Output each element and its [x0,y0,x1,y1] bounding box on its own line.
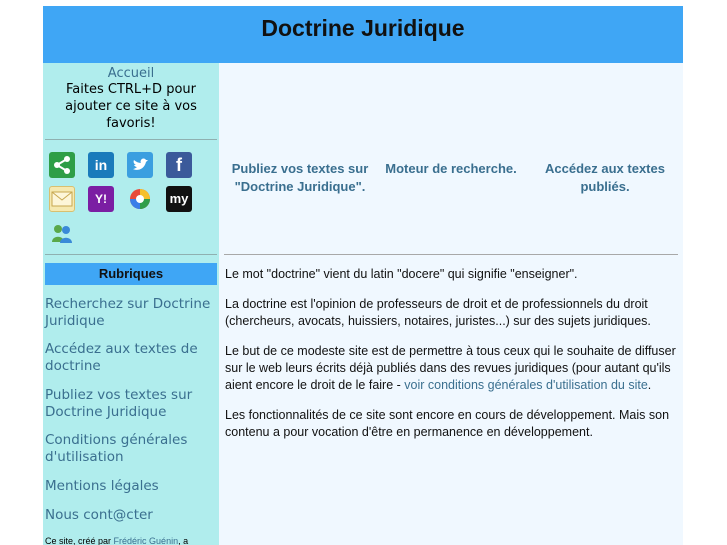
share-icon[interactable] [49,152,75,178]
paragraph: La doctrine est l'opinion de professeurs de droit et de professionnels du droit (chercheurs, avocats, huissiers, notaires, juristes...) sur des sujets juridiques. [225,297,651,328]
menu-legal[interactable]: Mentions légales [45,478,159,494]
favorites-hint: Faites CTRL+D pour ajouter ce site à vos favoris! [65,82,197,131]
top-navigation [219,63,683,253]
nav-search-engine[interactable]: Moteur de recherche. [385,161,517,176]
facebook-icon[interactable]: f [166,152,192,178]
paragraph: Le mot "doctrine" vient du latin "docere" qui signifie "enseigner". [225,267,578,281]
menu-contact[interactable]: Nous cont@cter [45,507,153,523]
myspace-icon[interactable]: my [166,186,192,212]
main-content [225,266,679,454]
linkedin-icon[interactable]: in [88,152,114,178]
content-divider [224,254,678,255]
sidebar-divider [45,139,217,140]
menu-search[interactable]: Recherchez sur Doctrine Juridique [45,296,211,329]
home-link[interactable]: Accueil [107,66,155,81]
rubriques-heading: Rubriques [45,263,217,285]
yahoo-icon[interactable]: Y! [88,186,114,212]
menu-access-texts[interactable]: Accédez aux textes de doctrine [45,341,198,374]
nav-published-texts[interactable]: Accédez aux textes publiés. [545,161,665,194]
menu-conditions[interactable]: Conditions générales d'utilisation [45,432,188,465]
twitter-icon[interactable] [127,152,153,178]
sidebar-divider [45,254,217,255]
sidebar [43,63,219,545]
paragraph: Les fonctionnalités de ce site sont encore en cours de développement. Mais son contenu a pour vocation d'être en permanence en développement. [225,408,670,439]
paragraph: Le but de ce modeste site est de permettre à tous ceux qui le souhaite de diffuser sur le web leurs écrits déjà publiés dans des revues juridiques (pour autant qu'ils aient encore le droit de le faire - voir conditions générales d'utilisation du site. [225,344,676,392]
messenger-icon[interactable] [49,220,75,246]
conditions-link[interactable]: voir conditions générales d'utilisation du site [404,378,648,392]
site-title: Doctrine Juridique [261,15,465,41]
site-credit: Ce site, créé par Frédéric Guénin, a [45,536,189,545]
email-icon[interactable] [49,186,75,212]
menu-publish[interactable]: Publiez vos textes sur Doctrine Juridique [45,387,193,420]
page-container [43,6,683,545]
nav-publish[interactable]: Publiez vos textes sur "Doctrine Juridique". [231,161,369,194]
author-link[interactable]: Frédéric Guénin [113,536,179,545]
site-header [43,6,683,63]
google-icon[interactable] [127,186,153,212]
